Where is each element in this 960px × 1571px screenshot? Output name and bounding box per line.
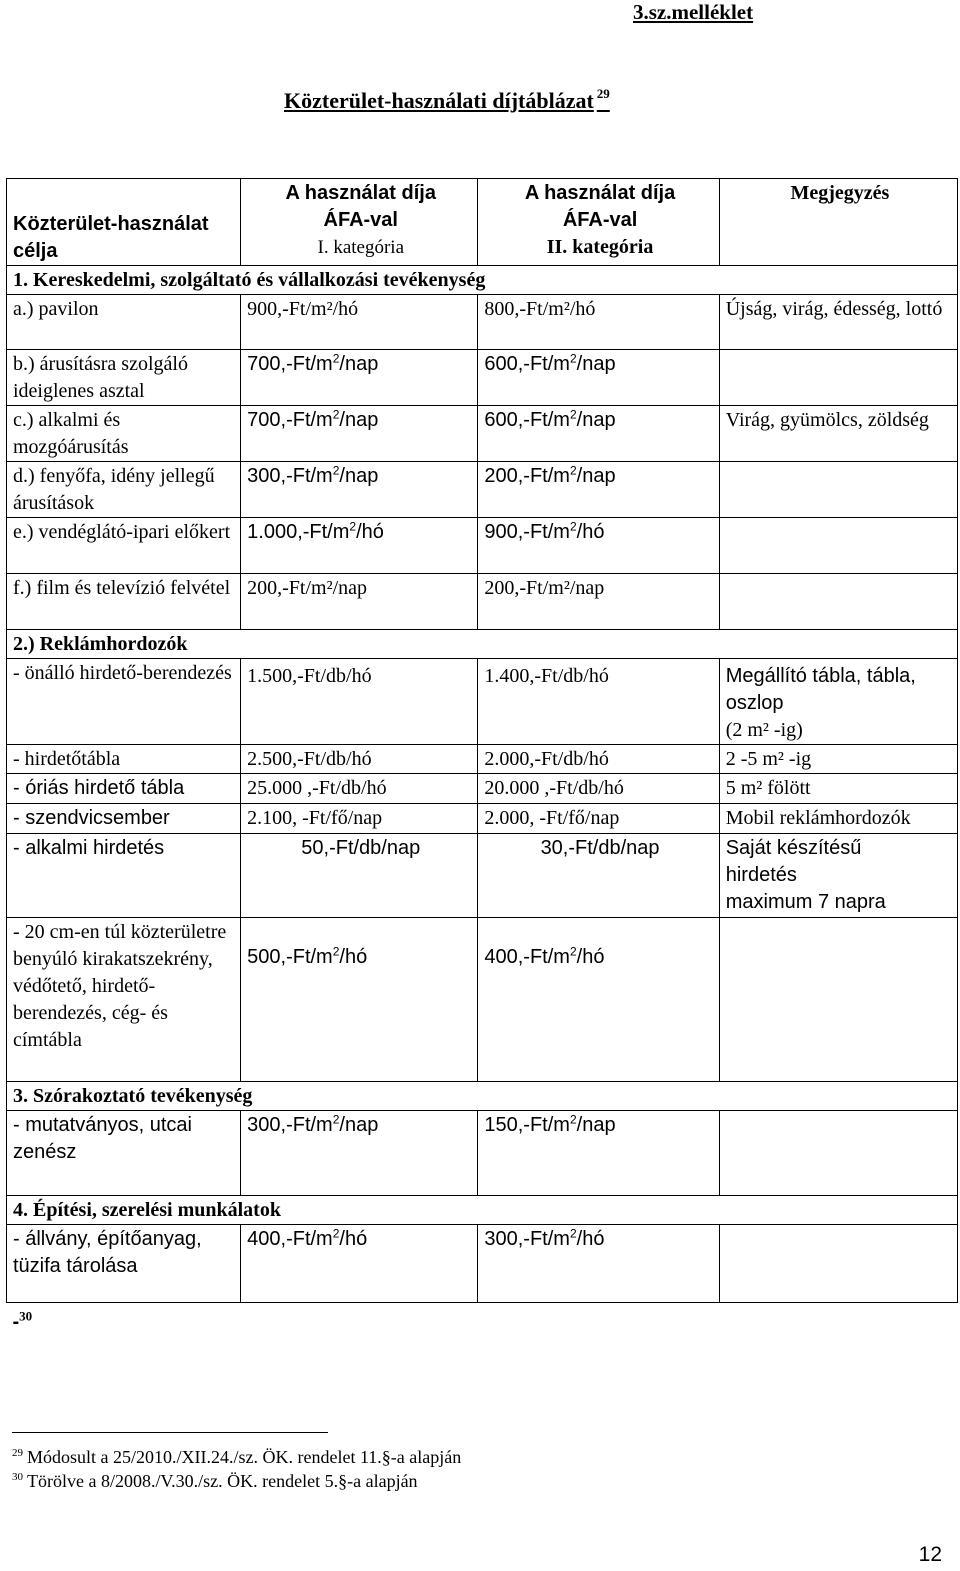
table-row (7, 1111, 958, 1196)
unit-sup: 2 (332, 1226, 340, 1241)
footnote-separator (12, 1432, 328, 1433)
header-cat1-l2: ÁFA-val (323, 209, 398, 231)
table-row (7, 918, 958, 1082)
deleted-dash: - (12, 1311, 20, 1333)
value-text: 150,-Ft/m (484, 1114, 570, 1136)
footnote-text: Módosult a 25/2010./XII.24./sz. ÖK. rendelet 11.§-a alapján (27, 1447, 462, 1467)
cat1-cell: 200,-Ft/m²/nap (241, 574, 478, 630)
purpose-cell: c.) alkalmi és mozgóárusítás (7, 406, 241, 462)
unit-sup: 2 (569, 407, 577, 422)
table-row (7, 659, 958, 745)
value-text: /hó (356, 521, 384, 543)
note-line: Megállító tábla, tábla, (725, 665, 916, 687)
section-3: 3. Szórakoztató tevékenység (7, 1082, 958, 1111)
cat1-cell (241, 518, 478, 574)
value-text: 300,-Ft/m (247, 465, 333, 487)
table-row (7, 774, 958, 804)
section-1: 1. Kereskedelmi, szolgáltató és vállalkozási tevékenység (7, 266, 958, 295)
unit-sup: 2 (332, 463, 340, 478)
value-text: 400,-Ft/m (484, 946, 570, 968)
footnote-mark: 30 (12, 1471, 23, 1483)
purpose-cell: - óriás hirdető tábla (7, 774, 241, 804)
unit-sup: 2 (332, 351, 340, 366)
purpose-cell: b.) árusításra szolgáló ideiglenes asztal (7, 350, 241, 406)
value-text: /nap (339, 465, 379, 487)
unit-sup: 2 (569, 519, 577, 534)
section-4: 4. Építési, szerelési munkálatok (7, 1196, 958, 1225)
value-text: 400,-Ft/m (247, 1228, 333, 1250)
value-text: 600,-Ft/m (484, 409, 570, 431)
note-cell: 5 m² fölött (719, 774, 957, 804)
section-row (7, 630, 958, 659)
table-row (7, 350, 958, 406)
note-cell: Mobil reklámhordozók (719, 804, 957, 834)
value-text: 1.000,-Ft/m (247, 521, 350, 543)
page-number: 12 (918, 1543, 942, 1566)
value-text: /nap (339, 409, 379, 431)
unit-sup: 2 (569, 1112, 577, 1127)
page-title (284, 86, 610, 114)
table-row (7, 745, 958, 774)
cat1-cell (241, 918, 478, 1082)
cat2-cell (478, 462, 719, 518)
note-line: Saját készítésű (725, 837, 862, 859)
note-line: hirdetés (725, 864, 797, 886)
title-footnote-mark: 29 (596, 86, 610, 101)
unit-sup: 2 (569, 463, 577, 478)
section-row (7, 266, 958, 295)
footnote-mark: 30 (19, 1308, 33, 1324)
cat1-cell (241, 1225, 478, 1303)
value-text: 700,-Ft/m (247, 353, 333, 375)
unit-sup: 2 (349, 519, 357, 534)
section-2: 2.) Reklámhordozók (7, 630, 958, 659)
footnote-text: Törölve a 8/2008./V.30./sz. ÖK. rendelet 5.§-a alapján (27, 1471, 418, 1491)
note-cell (719, 518, 957, 574)
cat1-cell: 2.500,-Ft/db/hó (241, 745, 478, 774)
value-text: /hó (576, 1228, 605, 1250)
table-row (7, 462, 958, 518)
note-cell (719, 350, 957, 406)
note-cell (719, 659, 957, 745)
unit-sup: 2 (332, 407, 340, 422)
cat1-cell: 25.000 ,-Ft/db/hó (241, 774, 478, 804)
cat1-cell: 1.500,-Ft/db/hó (241, 659, 478, 745)
purpose-cell: - állvány, építőanyag, tüzifa tárolása (7, 1225, 241, 1303)
table-row (7, 295, 958, 350)
value-text: /nap (339, 353, 379, 375)
value-text: 900,-Ft/m (484, 521, 570, 543)
note-line: oszlop (725, 692, 784, 714)
unit-sup: 2 (332, 1112, 340, 1127)
section-row (7, 1082, 958, 1111)
table-header-row (7, 179, 958, 266)
cat2-cell: 20.000 ,-Ft/db/hó (478, 774, 719, 804)
cat2-cell: 2.000, -Ft/fő/nap (478, 804, 719, 834)
header-cat2-l2: ÁFA-val (562, 209, 638, 231)
value-text: 500,-Ft/m (247, 946, 333, 968)
purpose-cell: e.) vendéglátó-ipari előkert (7, 518, 241, 574)
value-text: /nap (576, 409, 616, 431)
cat2-cell: 30,-Ft/db/nap (478, 834, 719, 918)
unit-sup: 2 (569, 944, 577, 959)
value-text: /nap (576, 1114, 616, 1136)
cat1-cell (241, 462, 478, 518)
table-row (7, 574, 958, 630)
cat1-cell: 2.100, -Ft/fő/nap (241, 804, 478, 834)
note-line: (2 m² -ig) (725, 719, 803, 741)
table-row (7, 1225, 958, 1303)
value-text: /hó (576, 521, 605, 543)
unit-sup: 2 (569, 1226, 577, 1241)
purpose-cell: d.) fenyőfa, idény jellegű árusítások (7, 462, 241, 518)
cat2-cell: 2.000,-Ft/db/hó (478, 745, 719, 774)
table-row (7, 1303, 958, 1361)
title-text: Közterület-használati díjtáblázat (284, 88, 594, 113)
header-cat2-l1: A használat díja (524, 182, 676, 204)
deleted-row (7, 1303, 958, 1361)
note-line: maximum 7 napra (725, 891, 886, 913)
note-cell (719, 1111, 957, 1196)
value-text: /hó (576, 946, 605, 968)
table-row (7, 834, 958, 918)
header-cat1-l1: A használat díja (285, 182, 436, 204)
value-text: /hó (339, 1228, 368, 1250)
cat2-cell (478, 1111, 719, 1196)
note-cell (719, 834, 957, 918)
note-cell (719, 462, 957, 518)
note-cell (719, 574, 957, 630)
cat1-cell (241, 406, 478, 462)
note-cell (719, 918, 957, 1082)
annex-label: 3.sz.melléklet (633, 0, 754, 24)
purpose-cell: a.) pavilon (7, 295, 241, 350)
value-text: /hó (339, 946, 368, 968)
note-cell (719, 1225, 957, 1303)
cat2-cell: 1.400,-Ft/db/hó (478, 659, 719, 745)
table-row (7, 406, 958, 462)
note-cell: Virág, gyümölcs, zöldség (719, 406, 957, 462)
header-cat1 (241, 179, 478, 266)
value-text: 300,-Ft/m (247, 1114, 333, 1136)
cat2-cell (478, 406, 719, 462)
cat2-cell: 200,-Ft/m²/nap (478, 574, 719, 630)
note-cell: Újság, virág, édesség, lottó (719, 295, 957, 350)
section-row (7, 1196, 958, 1225)
value-text: /nap (576, 465, 616, 487)
cat2-cell (478, 350, 719, 406)
cat1-cell (241, 350, 478, 406)
footnote-29 (12, 1447, 461, 1468)
purpose-cell: f.) film és televízió felvétel (7, 574, 241, 630)
purpose-cell: - önálló hirdető-berendezés (7, 659, 241, 745)
cat1-cell: 50,-Ft/db/nap (241, 834, 478, 918)
value-text: /nap (339, 1114, 379, 1136)
fee-table (6, 178, 958, 1361)
purpose-cell: - szendvicsember (7, 804, 241, 834)
cat2-cell (478, 918, 719, 1082)
unit-sup: 2 (569, 351, 577, 366)
unit-sup: 2 (332, 944, 340, 959)
footnote-30 (12, 1471, 418, 1492)
purpose-cell: - hirdetőtábla (7, 745, 241, 774)
table-row (7, 518, 958, 574)
cat1-cell: 900,-Ft/m²/hó (241, 295, 478, 350)
purpose-cell: - 20 cm-en túl közterületre benyúló kirakatszekrény, védőtető, hirdető-berendezés, cég- és címtábla (7, 918, 241, 1082)
value-text: 200,-Ft/m (484, 465, 570, 487)
header-purpose: Közterület-használat célja (7, 179, 241, 266)
cat2-cell: 800,-Ft/m²/hó (478, 295, 719, 350)
table-row (7, 804, 958, 834)
header-cat2 (478, 179, 719, 266)
value-text: 700,-Ft/m (247, 409, 333, 431)
purpose-cell: - mutatványos, utcai zenész (7, 1111, 241, 1196)
value-text: /nap (576, 353, 616, 375)
cat2-cell (478, 1225, 719, 1303)
cat1-cell (241, 1111, 478, 1196)
cat2-cell (478, 518, 719, 574)
header-cat1-l3: I. kategória (317, 237, 405, 258)
value-text: 300,-Ft/m (484, 1228, 570, 1250)
note-cell: 2 -5 m² -ig (719, 745, 957, 774)
value-text: 600,-Ft/m (484, 353, 570, 375)
purpose-cell: - alkalmi hirdetés (7, 834, 241, 918)
footnote-mark: 29 (12, 1447, 23, 1459)
header-note: Megjegyzés (719, 179, 957, 266)
header-cat2-l3: II. kategória (546, 236, 654, 258)
